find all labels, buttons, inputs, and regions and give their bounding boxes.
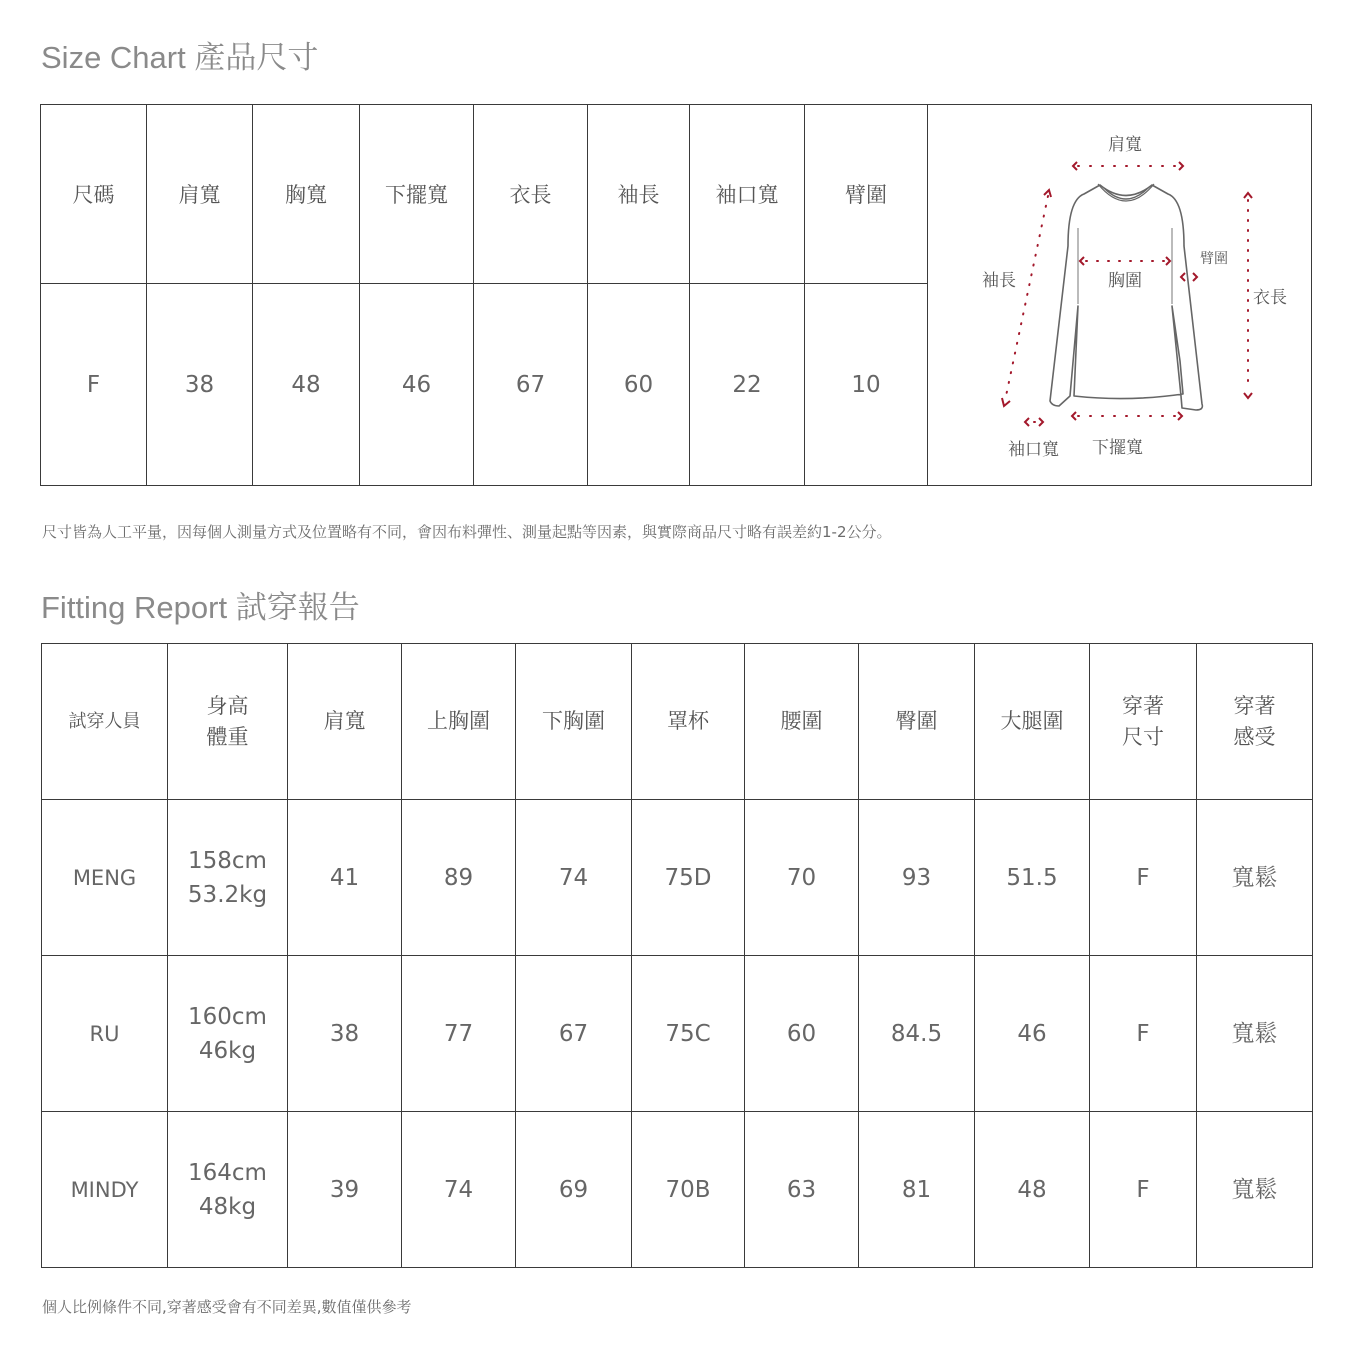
fit-header-under-bust: 下胸圍 — [516, 644, 632, 800]
fit-header-cup: 罩杯 — [632, 644, 745, 800]
tester-hip: 93 — [859, 800, 975, 956]
tester-weight: 46kg — [198, 1037, 257, 1064]
tester-feel: 寬鬆 — [1197, 956, 1313, 1112]
fit-header-line: 穿著 — [1122, 693, 1164, 718]
tester-thigh: 48 — [975, 1112, 1090, 1268]
fit-header-upper-bust: 上胸圍 — [402, 644, 516, 800]
fitting-header-row — [42, 644, 1313, 800]
tester-thigh: 46 — [975, 956, 1090, 1112]
diagram-label-shoulder: 肩寬 — [1108, 134, 1142, 155]
fit-header-tester: 試穿人員 — [42, 644, 168, 800]
tester-upper-bust: 89 — [402, 800, 516, 956]
size-header-cell: 尺碼 — [41, 105, 147, 284]
fit-header-size — [1090, 644, 1197, 800]
fit-header-thigh: 大腿圍 — [975, 644, 1090, 800]
fitting-report-table — [41, 643, 1313, 1268]
size-cell: 60 — [588, 284, 690, 486]
fitting-row — [42, 1112, 1313, 1268]
fit-header-line: 感受 — [1233, 724, 1276, 749]
size-header-cell: 袖口寬 — [690, 105, 805, 284]
size-header-cell: 衣長 — [474, 105, 588, 284]
size-header-cell: 胸寬 — [253, 105, 360, 284]
tester-waist: 60 — [745, 956, 859, 1112]
tester-shoulder: 38 — [288, 956, 402, 1112]
fit-header-line: 身高 — [206, 693, 249, 718]
fitting-report-title: Fitting Report 試穿報告 — [41, 590, 360, 625]
diagram-label-arm: 臂圍 — [1200, 250, 1228, 267]
tester-waist: 70 — [745, 800, 859, 956]
tester-feel: 寬鬆 — [1197, 1112, 1313, 1268]
tester-under-bust: 67 — [516, 956, 632, 1112]
size-cell: 46 — [360, 284, 474, 486]
size-cell: 10 — [805, 284, 928, 486]
tester-waist: 63 — [745, 1112, 859, 1268]
tester-height: 160cm — [188, 1003, 267, 1030]
tester-size: F — [1090, 956, 1197, 1112]
diagram-label-length: 衣長 — [1253, 287, 1287, 308]
size-cell: 38 — [147, 284, 253, 486]
tester-upper-bust: 77 — [402, 956, 516, 1112]
tester-thigh: 51.5 — [975, 800, 1090, 956]
diagram-label-hem: 下擺寬 — [1092, 437, 1143, 458]
fitting-row — [42, 956, 1313, 1112]
tester-height-weight — [168, 956, 288, 1112]
size-header-cell: 臂圍 — [805, 105, 928, 284]
fit-header-hip: 臀圍 — [859, 644, 975, 800]
garment-diagram-cell — [928, 105, 1312, 486]
tester-hip: 81 — [859, 1112, 975, 1268]
tester-cup: 70B — [632, 1112, 745, 1268]
tester-height: 158cm — [188, 847, 267, 874]
diagram-label-sleeve-length: 袖長 — [982, 270, 1016, 291]
size-chart-note: 尺寸皆為人工平量，因每個人測量方式及位置略有不同，會因布料彈性、測量起點等因素，與實際商品尺寸略有誤差約1-2公分。 — [42, 523, 892, 541]
tester-feel: 寬鬆 — [1197, 800, 1313, 956]
fitting-row — [42, 800, 1313, 956]
size-chart-table — [40, 104, 1312, 486]
size-header-cell: 肩寬 — [147, 105, 253, 284]
size-cell: 22 — [690, 284, 805, 486]
tester-weight: 53.2kg — [187, 881, 268, 908]
tester-shoulder: 39 — [288, 1112, 402, 1268]
size-header-cell: 袖長 — [588, 105, 690, 284]
fit-header-waist: 腰圍 — [745, 644, 859, 800]
tester-name: MINDY — [42, 1112, 168, 1268]
size-cell: 67 — [474, 284, 588, 486]
tester-height: 164cm — [188, 1159, 267, 1186]
tester-size: F — [1090, 1112, 1197, 1268]
tester-under-bust: 74 — [516, 800, 632, 956]
tester-name: MENG — [42, 800, 168, 956]
size-cell: F — [41, 284, 147, 486]
tester-cup: 75C — [632, 956, 745, 1112]
fitting-report-note: 個人比例條件不同,穿著感受會有不同差異,數值僅供參考 — [42, 1298, 412, 1316]
diagram-label-cuff: 袖口寬 — [1008, 439, 1059, 460]
tester-under-bust: 69 — [516, 1112, 632, 1268]
tester-size: F — [1090, 800, 1197, 956]
tester-cup: 75D — [632, 800, 745, 956]
size-chart-header-row — [41, 105, 1312, 284]
size-chart-title: Size Chart 產品尺寸 — [41, 40, 319, 75]
tester-shoulder: 41 — [288, 800, 402, 956]
tester-height-weight — [168, 1112, 288, 1268]
garment-diagram — [928, 106, 1310, 485]
size-header-cell: 下擺寬 — [360, 105, 474, 284]
tester-weight: 48kg — [198, 1193, 257, 1220]
fit-header-line: 穿著 — [1233, 693, 1276, 718]
fit-header-height-weight — [168, 644, 288, 800]
tester-hip: 84.5 — [859, 956, 975, 1112]
fit-header-line: 體重 — [206, 724, 249, 749]
fit-header-shoulder: 肩寬 — [288, 644, 402, 800]
tester-upper-bust: 74 — [402, 1112, 516, 1268]
fit-header-feel — [1197, 644, 1313, 800]
tester-height-weight — [168, 800, 288, 956]
diagram-label-chest: 胸圍 — [1108, 270, 1142, 291]
tester-name: RU — [42, 956, 168, 1112]
fit-header-line: 尺寸 — [1122, 724, 1164, 749]
size-cell: 48 — [253, 284, 360, 486]
